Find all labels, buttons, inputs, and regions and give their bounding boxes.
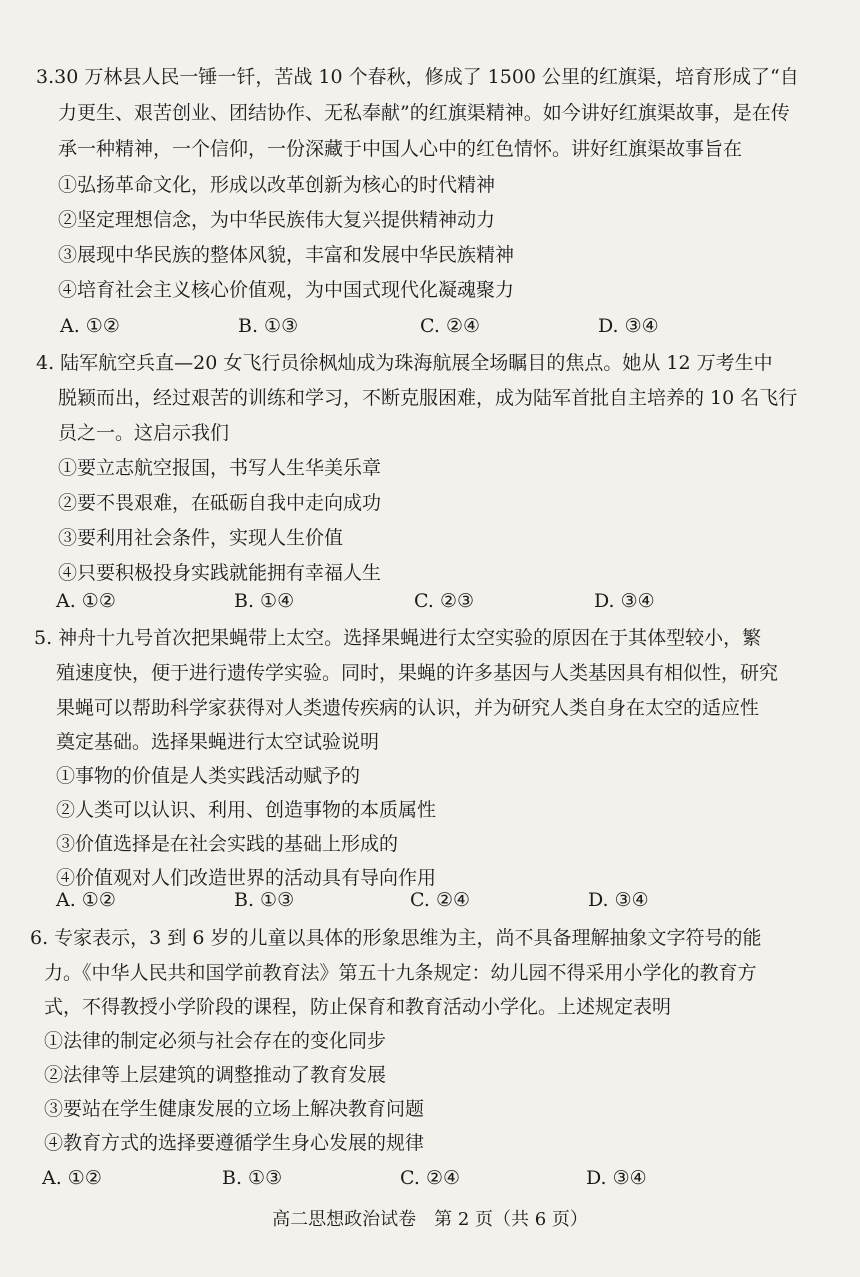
statement-1: ①事物的价值是人类实践活动赋予的 [56, 765, 361, 787]
statement-1: ①要立志航空报国，书写人生华美乐章 [58, 457, 382, 479]
option-c[interactable]: C. ②③ [414, 590, 475, 612]
answer-options [0, 887, 860, 913]
question-stem-line: 力更生、艰苦创业、团结协作、无私奉献”的红旗渠精神。如今讲好红旗渠故事，是在传 [58, 102, 790, 124]
answer-options [0, 1165, 860, 1191]
question-stem-line: 员之一。这启示我们 [58, 422, 230, 444]
question-stem-line: 6. 专家表示，3 到 6 岁的儿童以具体的形象思维为主，尚不具备理解抽象文字符号的能 [30, 927, 762, 949]
question-stem-line: 4. 陆军航空兵直—20 女飞行员徐枫灿成为珠海航展全场瞩目的焦点。她从 12 万考生中 [36, 352, 773, 374]
option-a[interactable]: A. ①② [60, 315, 120, 337]
statement-4: ④只要积极投身实践就能拥有幸福人生 [58, 562, 382, 584]
question-stem-line: 式，不得教授小学阶段的课程，防止保育和教育活动小学化。上述规定表明 [44, 996, 672, 1018]
option-a[interactable]: A. ①② [56, 590, 116, 612]
question-stem-line: 力。《中华人民共和国学前教育法》第五十九条规定：幼儿园不得采用小学化的教育方 [44, 962, 757, 984]
option-c[interactable]: C. ②④ [410, 889, 471, 911]
option-d[interactable]: D. ③④ [594, 590, 655, 612]
answer-options [0, 313, 860, 339]
statement-2: ②要不畏艰难，在砥砺自我中走向成功 [58, 492, 382, 514]
question-stem-line: 脱颖而出，经过艰苦的训练和学习，不断克服困难，成为陆军首批自主培养的 10 名飞行 [58, 387, 798, 409]
option-c[interactable]: C. ②④ [400, 1167, 461, 1189]
statement-2: ②坚定理想信念，为中华民族伟大复兴提供精神动力 [58, 209, 496, 231]
statement-3: ③要站在学生健康发展的立场上解决教育问题 [44, 1098, 425, 1120]
statement-1: ①法律的制定必须与社会存在的变化同步 [44, 1030, 387, 1052]
option-b[interactable]: B. ①③ [234, 889, 295, 911]
option-a[interactable]: A. ①② [56, 889, 116, 911]
question-stem-line: 5. 神舟十九号首次把果蝇带上太空。选择果蝇进行太空实验的原因在于其体型较小，繁 [34, 627, 762, 649]
option-d[interactable]: D. ③④ [588, 889, 649, 911]
statement-2: ②法律等上层建筑的调整推动了教育发展 [44, 1064, 387, 1086]
statement-4: ④价值观对人们改造世界的活动具有导向作用 [56, 867, 437, 889]
statement-4: ④教育方式的选择要遵循学生身心发展的规律 [44, 1132, 425, 1154]
statement-3: ③价值选择是在社会实践的基础上形成的 [56, 833, 399, 855]
option-c[interactable]: C. ②④ [420, 315, 481, 337]
page-footer: 高二思想政治试卷 第 2 页（共 6 页） [272, 1209, 588, 1230]
option-d[interactable]: D. ③④ [586, 1167, 647, 1189]
option-d[interactable]: D. ③④ [598, 315, 659, 337]
option-a[interactable]: A. ①② [42, 1167, 102, 1189]
question-stem-line: 承一种精神，一个信仰，一份深藏于中国人心中的红色情怀。讲好红旗渠故事旨在 [58, 138, 743, 160]
question-stem-line: 3.30 万林县人民一锤一钎，苦战 10 个春秋，修成了 1500 公里的红旗渠，培育形成了“自 [36, 66, 799, 88]
question-stem-line: 殖速度快，便于进行遗传学实验。同时，果蝇的许多基因与人类基因具有相似性，研究 [56, 662, 779, 684]
statement-3: ③展现中华民族的整体风貌，丰富和发展中华民族精神 [58, 244, 515, 266]
question-stem-line: 果蝇可以帮助科学家获得对人类遗传疾病的认识，并为研究人类自身在太空的适应性 [56, 697, 760, 719]
question-stem-line: 奠定基础。选择果蝇进行太空试验说明 [56, 731, 380, 753]
statement-1: ①弘扬革命文化，形成以改革创新为核心的时代精神 [58, 174, 496, 196]
option-b[interactable]: B. ①③ [222, 1167, 283, 1189]
option-b[interactable]: B. ①④ [234, 590, 295, 612]
statement-2: ②人类可以认识、利用、创造事物的本质属性 [56, 799, 437, 821]
answer-options [0, 588, 860, 614]
statement-4: ④培育社会主义核心价值观，为中国式现代化凝魂聚力 [58, 279, 515, 301]
statement-3: ③要利用社会条件，实现人生价值 [58, 527, 344, 549]
option-b[interactable]: B. ①③ [238, 315, 299, 337]
